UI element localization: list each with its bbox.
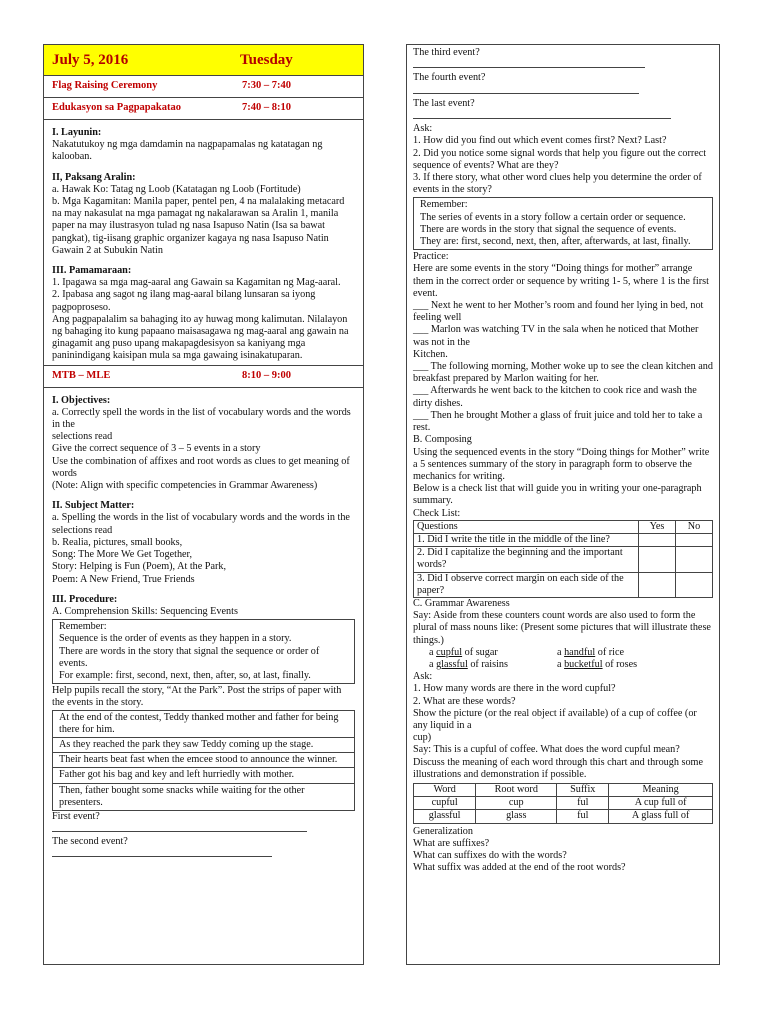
- lesson-day: Tuesday: [240, 51, 293, 68]
- esp-label: Edukasyon sa Pagpapakatao: [52, 102, 181, 114]
- mtb-section: [44, 388, 363, 863]
- checklist-no-cell[interactable]: [676, 547, 713, 572]
- subject-matter: Poem: A New Friend, True Friends: [52, 573, 195, 585]
- answer-line: [52, 823, 355, 836]
- grammar-label: C. Grammar Awareness: [413, 597, 510, 609]
- remember-box: [52, 619, 355, 684]
- remember-text: They are: first, second, next, then, after, afterwards, at last, finally.: [420, 236, 691, 248]
- word-table-header: Root word: [476, 783, 557, 796]
- checklist-yes-cell[interactable]: [639, 572, 676, 597]
- objective: a. Correctly spell the words in the list of vocabulary words and the words in the: [52, 406, 351, 431]
- mtb-time: 8:10 – 9:00: [242, 370, 291, 382]
- word-cell: ful: [557, 797, 609, 810]
- lesson-date: July 5, 2016: [52, 51, 129, 68]
- mass-noun-example: a handful of rice: [557, 646, 625, 658]
- composing-label: B. Composing: [413, 434, 472, 446]
- esp-text: 1. Ipagawa sa mga mag-aaral ang Gawain sa Kagamitan ng Mag-aaral.: [52, 277, 341, 289]
- word-table-header: Suffix: [557, 783, 609, 796]
- mtb-heading-2: II. Subject Matter:: [52, 500, 135, 512]
- mass-noun-example: a glassful of raisins: [429, 658, 508, 670]
- esp-text: Nakatutukoy ng mga damdamin na nagpapamalas ng katatagan ng kalooban.: [52, 139, 323, 163]
- esp-time: 7:40 – 8:10: [242, 102, 291, 114]
- show-text: Show the picture (or the real object if available) of a cup of coffee (or any liquid in a: [413, 707, 697, 731]
- ask-question: 2. Did you notice some signal words that help you figure out the correct sequence of events? What are they?: [413, 147, 707, 171]
- esp-text: b. Mga Kagamitan: Manila paper, pentel pen, 4 na malalaking metacard na may nakasulat na mga pamagat ng nakalarawan sa Aralin 1, manila paper na may ilustrasyon tulad ng nasa Isapuso Natin (Isa sa bawat pangkat), tig-iisang graphic organizer kagaya ng nasa Isapuso Natin Gawain 2 at Subukin Natin: [52, 196, 345, 256]
- help-text: Help pupils recall the story, “At the Park”. Post the strips of paper with the events in the story.: [52, 685, 342, 709]
- checklist-no-cell[interactable]: [676, 533, 713, 546]
- word-table-header: Meaning: [609, 783, 713, 796]
- left-column: [43, 44, 364, 965]
- practice-event: ___ Then he brought Mother a glass of fruit juice and told her to take a rest.: [413, 409, 703, 434]
- generalization-label: Generalization: [413, 825, 473, 837]
- remember-box: [413, 197, 713, 250]
- remember-text: There are words in the story that signal the sequence or order of events.: [59, 645, 320, 669]
- right-column: [406, 44, 720, 965]
- remember-text: The series of events in a story follow a certain order or sequence.: [420, 211, 686, 223]
- word-cell: A cup full of: [609, 797, 713, 810]
- checklist-question: 3. Did I observe correct margin on each side of the paper?: [414, 572, 639, 597]
- esp-heading-2: II, Paksang Aralin:: [52, 171, 136, 183]
- word-cell: cupful: [414, 797, 476, 810]
- checklist-label: Check List:: [413, 507, 461, 519]
- remember-text: Sequence is the order of events as they happen in a story.: [59, 633, 292, 645]
- word-cell: glassful: [414, 810, 476, 823]
- esp-heading-1: I. Layunin:: [52, 127, 102, 138]
- flag-row: [44, 76, 363, 98]
- objective: (Note: Align with specific competencies in Grammar Awareness): [52, 480, 318, 492]
- checklist-intro: Below is a check list that will guide you in writing your one-paragraph summary.: [413, 483, 702, 507]
- checklist-header: Yes: [639, 520, 676, 533]
- answer-line: [413, 110, 713, 123]
- mtb-heading-3: III. Procedure:: [52, 593, 118, 605]
- word-cell: cup: [476, 797, 557, 810]
- checklist-no-cell[interactable]: [676, 572, 713, 597]
- subject-matter: Story: Helping is Fun (Poem), At the Park,: [52, 561, 227, 573]
- remember-text: For example: first, second, next, then, after, so, at last, finally.: [59, 669, 311, 681]
- date-bar: [44, 45, 363, 76]
- show-text: cup): [413, 732, 432, 744]
- event-strip: As they reached the park they saw Teddy coming up the stage.: [52, 738, 355, 753]
- event-strips: [52, 710, 355, 811]
- ask-question: 1. How many words are there in the word cupful?: [413, 683, 616, 695]
- flag-time: 7:30 – 7:40: [242, 80, 291, 92]
- practice-event: ___ Marlon was watching TV in the sala when he noticed that Mother was not in the: [413, 324, 699, 348]
- procedure-a: A. Comprehension Skills: Sequencing Events: [52, 605, 238, 617]
- generalization-question: What suffix was added at the end of the root words?: [413, 862, 626, 874]
- esp-row: [44, 98, 363, 120]
- answer-line: [52, 849, 355, 861]
- subject-matter: a. Spelling the words in the list of vocabulary words and the words in the selections read: [52, 512, 350, 536]
- objective: selections read: [52, 431, 113, 443]
- checklist-yes-cell[interactable]: [639, 533, 676, 546]
- remember-title: Remember:: [420, 199, 468, 211]
- checklist-header: No: [676, 520, 713, 533]
- event-strip: Then, father bought some snacks while waiting for the other presenters.: [52, 784, 355, 811]
- word-table-header: Word: [414, 783, 476, 796]
- objective: Use the combination of affixes and root words as clues to get meaning of words: [52, 455, 350, 479]
- third-event-question: The third event?: [413, 47, 480, 58]
- first-event-question: First event?: [52, 810, 100, 822]
- answer-line: [413, 85, 713, 98]
- mass-noun-example: a bucketful of roses: [557, 658, 638, 670]
- event-strip: Father got his bag and key and left hurriedly with mother.: [52, 768, 355, 783]
- mtb-label: MTB – MLE: [52, 370, 111, 382]
- esp-text: Ang pagpapalalim sa bahaging ito ay huwag mong kalimutan. Nilalayon ng bahaging ito kung papaano maisasagawa ng mag-aaral ang gawain na ginagamit ang puso upang makapagdesisyon sa kaniyang mga paninindigang kaisipan mula sa mga gawaing isinakatuparan.: [52, 313, 349, 362]
- word-cell: glass: [476, 810, 557, 823]
- composing-text: Using the sequenced events in the story “Doing things for Mother” write a 5 sentences summary of the story in paragraph form to observe the mechanics for writing.: [413, 446, 710, 482]
- word-cell: ful: [557, 810, 609, 823]
- practice-event: Kitchen.: [413, 348, 448, 360]
- ask-label: Ask:: [413, 123, 433, 135]
- answer-line: [413, 59, 713, 72]
- practice-label: Practice:: [413, 251, 449, 263]
- event-strip: Their hearts beat fast when the emcee stood to announce the winner.: [52, 753, 355, 768]
- subject-matter: b. Realia, pictures, small books,: [52, 536, 183, 548]
- grammar-text: Say: Aside from these counters count words are also used to form the plural of mass nouns like: (Present some pictures that will illustrate these things.): [413, 610, 711, 646]
- flag-label: Flag Raising Ceremony: [52, 80, 158, 92]
- ask-label: Ask:: [413, 671, 433, 683]
- esp-text: a. Hawak Ko: Tatag ng Loob (Katatagan ng Loob (Fortitude): [52, 183, 301, 195]
- practice-event: ___ Next he went to her Mother’s room and found her lying in bed, not feeling well: [413, 300, 704, 324]
- remember-text: There are words in the story that signal the sequence of events.: [420, 223, 677, 235]
- objective: Give the correct sequence of 3 – 5 events in a story: [52, 443, 261, 455]
- mtb-heading-1: I. Objectives:: [52, 394, 111, 406]
- esp-heading-3: III. Pamamaraan:: [52, 265, 132, 277]
- checklist-table: [413, 520, 713, 598]
- remember-title: Remember:: [59, 621, 107, 633]
- say-text: Say: This is a cupful of coffee. What does the word cupful mean?: [413, 744, 680, 756]
- checklist-yes-cell[interactable]: [639, 547, 676, 572]
- generalization-question: What are suffixes?: [413, 837, 490, 849]
- checklist-question: 2. Did I capitalize the beginning and the important words?: [414, 547, 639, 572]
- last-event-question: The last event?: [413, 97, 475, 109]
- generalization-question: What can suffixes do with the words?: [413, 850, 567, 861]
- word-table: [413, 783, 713, 824]
- ask-question: 2. What are these words?: [413, 695, 516, 707]
- second-event-question: The second event?: [52, 836, 128, 848]
- esp-text: 2. Ipabasa ang sagot ng ilang mag-aaral bilang lunsaran sa iyong pagpoproseso.: [52, 289, 316, 313]
- discuss-text: Discuss the meaning of each word through this chart and through some illustrations and demonstration if possible.: [413, 756, 703, 780]
- practice-text: Here are some events in the story “Doing things for mother” arrange them in the correct order or sequence by writing 1- 5, where 1 is the first event.: [413, 263, 709, 299]
- event-strip: At the end of the contest, Teddy thanked mother and father for being there for him.: [52, 710, 355, 738]
- mass-noun-pair: [413, 659, 713, 671]
- word-cell: A glass full of: [609, 810, 713, 823]
- mass-noun-pair: [413, 647, 713, 659]
- ask-question: 3. If there story, what other word clues help you determine the order of events in the story?: [413, 172, 702, 196]
- ask-question: 1. How did you find out which event comes first? Next? Last?: [413, 135, 667, 147]
- practice-event: ___ Afterwards he went back to the kitchen to cook rice and wash the dirty dishes.: [413, 385, 697, 409]
- esp-section: [44, 120, 363, 366]
- subject-matter: Song: The More We Get Together,: [52, 549, 193, 561]
- checklist-question: 1. Did I write the title in the middle of the line?: [414, 533, 639, 546]
- checklist-header: Questions: [414, 520, 639, 533]
- mass-noun-example: a cupful of sugar: [429, 646, 498, 658]
- practice-event: ___ The following morning, Mother woke up to see the clean kitchen and breakfast prepared by Marlon waiting for her.: [413, 361, 713, 385]
- fourth-event-question: The fourth event?: [413, 72, 486, 84]
- mtb-row: [44, 366, 363, 388]
